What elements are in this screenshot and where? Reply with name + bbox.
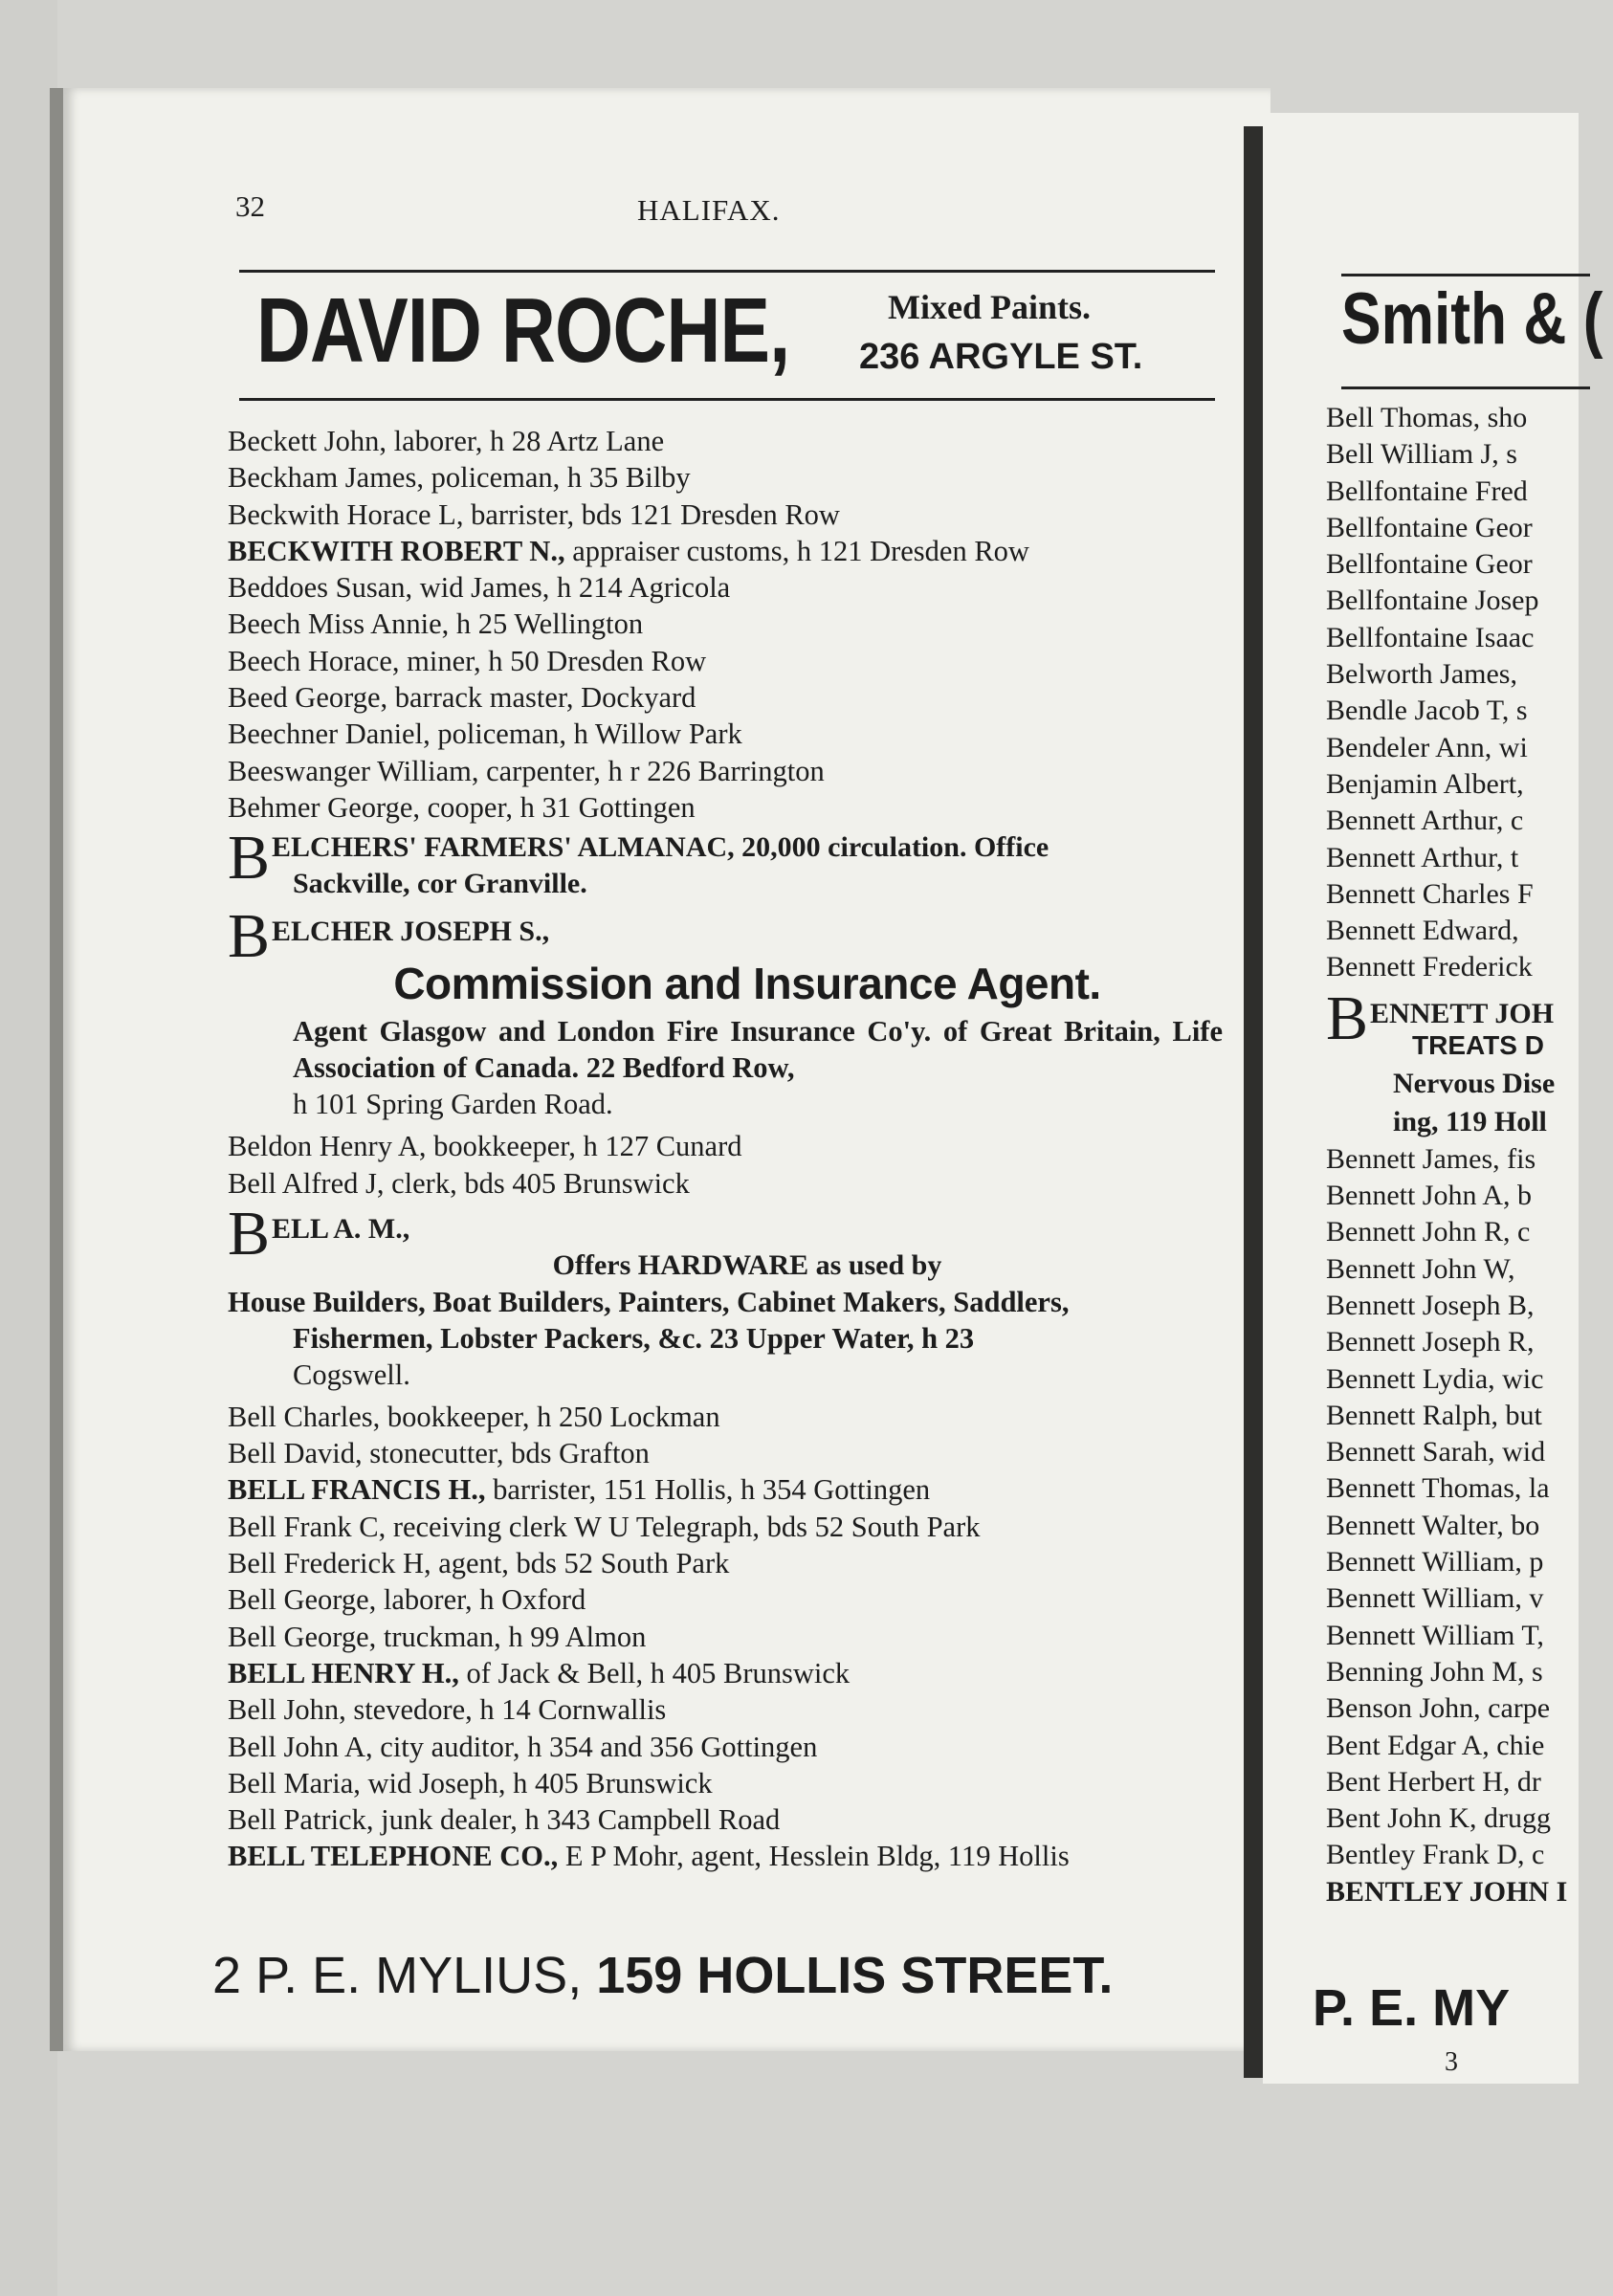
list-item: Bennett John A, b — [1326, 1180, 1532, 1212]
list-item: Bennett Frederick — [1326, 951, 1533, 983]
list-item: Bellfontaine Josep — [1326, 585, 1539, 617]
page-footer-advert: P. E. MY — [1313, 1979, 1511, 2037]
list-item: Bell George, truckman, h 99 Almon — [228, 1620, 647, 1653]
page-number: 3 — [1445, 2047, 1458, 2077]
list-item: Bell Thomas, sho — [1326, 402, 1528, 433]
list-item: Beech Horace, miner, h 50 Dresden Row — [228, 644, 707, 677]
list-item: Bell Maria, wid Joseph, h 405 Brunswick — [228, 1766, 713, 1799]
list-item: Bennett Joseph R, — [1326, 1326, 1535, 1358]
entry-name: BELL TELEPHONE CO., — [228, 1840, 559, 1873]
list-item: Bent John K, drugg — [1326, 1802, 1551, 1835]
advert-heading: ELCHER JOSEPH S., — [272, 916, 550, 948]
advert-home: h 101 Spring Garden Road. — [293, 1088, 613, 1121]
footer-address: 159 HOLLIS STREET. — [596, 1947, 1114, 2004]
bell-am-advert — [228, 1198, 1223, 1393]
list-item: Bennett William T, — [1326, 1619, 1544, 1651]
list-item: Bennett William, v — [1326, 1582, 1544, 1615]
list-item: Beech Miss Annie, h 25 Wellington — [228, 607, 644, 641]
list-item: Bennett Ralph, but — [1326, 1399, 1542, 1431]
entry-detail: barrister, 151 Hollis, h 354 Gottingen — [485, 1473, 931, 1507]
entry-name: BELL HENRY H., — [228, 1656, 459, 1689]
list-item: Bell Patrick, junk dealer, h 343 Campbell Road — [228, 1803, 781, 1837]
advert-title: Commission and Insurance Agent. — [393, 959, 1101, 1009]
running-title: HALIFAX. — [637, 193, 781, 227]
footer-name: P. E. MYLIUS, — [255, 1947, 583, 2004]
list-item-bell-henry — [228, 1655, 1223, 1691]
drop-cap: B — [228, 1198, 271, 1269]
list-item: Bell Charles, bookkeeper, h 250 Lockman — [228, 1400, 720, 1433]
directory-listing — [228, 423, 1223, 1875]
list-item: Bellfontaine Geor — [1326, 548, 1533, 581]
list-item: Beddoes Susan, wid James, h 214 Agricola — [228, 571, 731, 605]
list-item: Bennett William, p — [1326, 1546, 1544, 1578]
list-item: Bellfontaine Isaac — [1326, 621, 1535, 653]
list-item: Bellfontaine Fred — [1326, 475, 1528, 507]
advert-line: Sackville, cor Granville. — [293, 868, 587, 900]
advert-body: Agent Glasgow and London Fire Insurance Co'y. of Great Britain, Life Association of Canada. 22 Bedford Row, — [293, 1015, 1223, 1085]
scan-background — [0, 0, 57, 2296]
list-item: Bendle Jacob T, s — [1326, 695, 1528, 727]
list-item-bentley-john: BENTLEY JOHN I — [1326, 1875, 1568, 1908]
advert-tagline: Mixed Paints. — [888, 288, 1091, 326]
list-item: Bell Alfred J, clerk, bds 405 Brunswick — [228, 1166, 690, 1200]
belcher-joseph-advert — [228, 901, 1223, 1122]
drop-cap: B — [228, 901, 271, 972]
list-item: Bell Frederick H, agent, bds 52 South Park — [228, 1547, 730, 1580]
belchers-almanac-advert — [228, 823, 1223, 902]
list-item: Beckham James, policeman, h 35 Bilby — [228, 461, 691, 495]
list-item: Bennett Edward, — [1326, 915, 1519, 947]
list-item: Bell William J, s — [1326, 438, 1517, 471]
advert-heading: ENNETT JOH — [1370, 997, 1555, 1029]
list-item: Bennett Thomas, la — [1326, 1472, 1550, 1505]
advert-name: Smith & ( — [1341, 278, 1603, 360]
right-page — [1263, 113, 1603, 2084]
header-rule-bottom — [239, 398, 1215, 401]
entry-name: BELL FRANCIS H., — [228, 1473, 486, 1507]
drop-cap: B — [1326, 982, 1369, 1053]
list-item: Bennett Charles F — [1326, 877, 1534, 910]
header-rule-bottom — [1341, 386, 1590, 389]
list-item: Bent Herbert H, dr — [1326, 1765, 1541, 1798]
list-item: Bell John A, city auditor, h 354 and 356 Gottingen — [228, 1730, 818, 1763]
entry-detail: E P Mohr, agent, Hesslein Bldg, 119 Hollis — [558, 1840, 1070, 1873]
list-item: Beldon Henry A, bookkeeper, h 127 Cunard — [228, 1130, 742, 1163]
page-footer-advert — [212, 1946, 1113, 2005]
list-item: Bell David, stonecutter, bds Grafton — [228, 1437, 650, 1470]
list-item: Bell Frank C, receiving clerk W U Telegraph, bds 52 South Park — [228, 1510, 981, 1543]
list-item: Beechner Daniel, policeman, h Willow Park — [228, 718, 742, 751]
list-item: Bennett Sarah, wid — [1326, 1436, 1546, 1468]
list-item: Bennett John W, — [1326, 1252, 1515, 1285]
page-number: 32 — [235, 189, 265, 223]
directory-listing — [1326, 400, 1613, 1910]
list-item: Bent Edgar A, chie — [1326, 1729, 1545, 1761]
list-item: Bell George, laborer, h Oxford — [228, 1583, 586, 1617]
advert-line: ELCHERS' FARMERS' ALMANAC, 20,000 circulation. Office — [272, 831, 1050, 864]
list-item: Bennett Arthur, c — [1326, 805, 1524, 837]
page-header — [235, 189, 1211, 233]
list-item-beckwith-robert — [228, 533, 1223, 569]
list-item: Beckwith Horace L, barrister, bds 121 Dresden Row — [228, 497, 840, 531]
list-item: Bennett John R, c — [1326, 1216, 1531, 1248]
drop-cap: B — [228, 823, 271, 894]
list-item: Bell John, stevedore, h 14 Cornwallis — [228, 1693, 667, 1727]
list-item: Bennett Joseph B, — [1326, 1289, 1535, 1321]
list-item: Behmer George, cooper, h 31 Gottingen — [228, 790, 696, 824]
list-item: Belworth James, — [1326, 658, 1517, 691]
advert-line: House Builders, Boat Builders, Painters, Cabinet Makers, Saddlers, — [228, 1285, 1070, 1318]
advert-line: Fishermen, Lobster Packers, &c. 23 Upper Water, h 23 — [293, 1321, 975, 1355]
advert-line: Cogswell. — [293, 1358, 410, 1391]
entry-detail: of Jack & Bell, h 405 Brunswick — [458, 1656, 851, 1689]
footer-number: 2 — [212, 1947, 242, 2004]
advert-line: Nervous Dise — [1393, 1067, 1556, 1099]
list-item: Beed George, barrack master, Dockyard — [228, 681, 696, 715]
list-item: Benning John M, s — [1326, 1655, 1543, 1688]
advert-line: TREATS D — [1412, 1029, 1544, 1060]
list-item: Bentley Frank D, c — [1326, 1839, 1545, 1871]
list-item: Bendeler Ann, wi — [1326, 731, 1528, 763]
list-item: Bennett Walter, bo — [1326, 1509, 1540, 1541]
list-item: Benjamin Albert, — [1326, 767, 1524, 800]
list-item: Bellfontaine Geor — [1326, 511, 1533, 543]
list-item-bell-telephone — [228, 1838, 1223, 1874]
bennett-john-advert — [1326, 982, 1613, 1061]
header-rule-top — [1341, 274, 1590, 276]
list-item: Beeswanger William, carpenter, h r 226 Barrington — [228, 754, 825, 787]
entry-name: BECKWITH ROBERT N., — [228, 534, 565, 567]
list-item: Bennett Arthur, t — [1326, 841, 1519, 873]
list-item: Bennett Lydia, wic — [1326, 1362, 1544, 1395]
advert-name: DAVID ROCHE, — [256, 279, 790, 382]
advert-heading: ELL A. M., — [272, 1212, 410, 1245]
advert-line: ing, 119 Holl — [1393, 1105, 1547, 1137]
list-item: Benson John, carpe — [1326, 1692, 1551, 1725]
list-item-bell-francis — [228, 1471, 1223, 1508]
list-item: Beckett John, laborer, h 28 Artz Lane — [228, 425, 665, 457]
entry-detail: appraiser customs, h 121 Dresden Row — [564, 534, 1029, 567]
header-rule-top — [239, 270, 1215, 273]
advert-address: 236 ARGYLE ST. — [859, 337, 1143, 377]
list-item: Bennett James, fis — [1326, 1142, 1536, 1175]
advert-offers: Offers HARDWARE as used by — [552, 1248, 942, 1281]
